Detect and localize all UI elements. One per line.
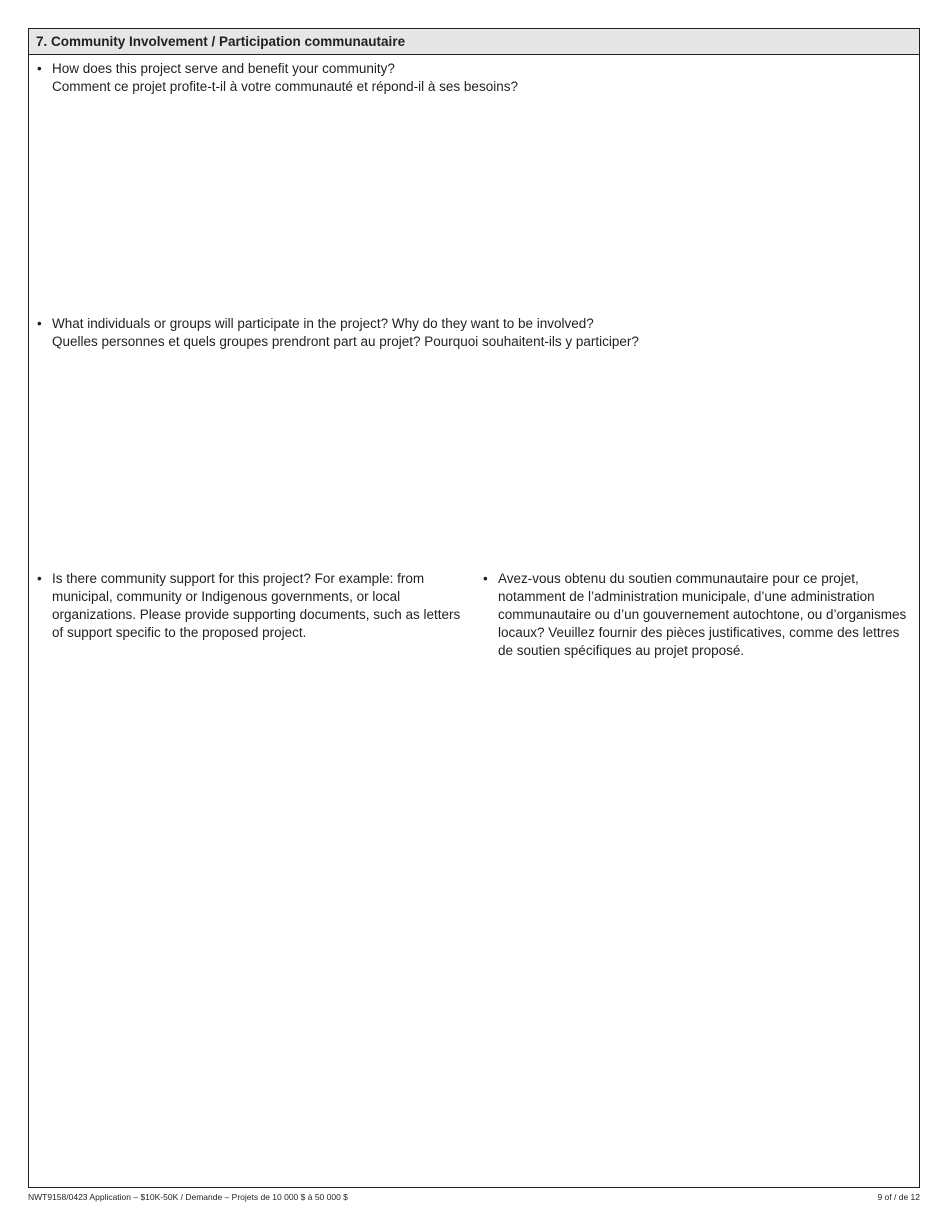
question-line-en: How does this project serve and benefit your community? (52, 61, 395, 76)
question-line-fr: Quelles personnes et quels groupes prendront part au projet? Pourquoi souhaitent-ils y participer? (52, 334, 639, 349)
question-line: organizations. Please provide supporting documents, such as letters (52, 607, 461, 622)
form-identifier: NWT9158/0423 Application – $10K-50K / Demande – Projets de 10 000 $ à 50 000 $ (28, 1192, 348, 1202)
question-participants (37, 315, 907, 351)
question-line: communautaire ou d’un gouvernement autochtone, ou d’organismes (498, 607, 907, 622)
question-line-fr: Comment ce projet profite-t-il à votre communauté et répond-il à ses besoins? (52, 79, 518, 94)
question-community-support-fr (483, 570, 913, 660)
answer-area-community-support[interactable] (30, 669, 918, 1169)
question-text (52, 315, 907, 351)
question-text (52, 60, 907, 96)
question-community-support-en (37, 570, 472, 642)
question-line-en: What individuals or groups will participate in the project? Why do they want to be involved? (52, 316, 594, 331)
question-line: de soutien spécifiques au projet proposé. (498, 643, 745, 658)
question-line: Is there community support for this project? For example: from (52, 571, 425, 586)
page-number: 9 of / de 12 (877, 1192, 920, 1202)
question-text (52, 570, 472, 642)
bullet: • (37, 61, 42, 76)
community-involvement-section (28, 28, 920, 1188)
question-line: locaux? Veuillez fournir des pièces justificatives, comme des lettres (498, 625, 900, 640)
question-line: notamment de l’administration municipale, d’une administration (498, 589, 875, 604)
question-line: municipal, community or Indigenous governments, or local (52, 589, 401, 604)
bullet: • (37, 571, 42, 586)
answer-area-community-benefit[interactable] (30, 99, 918, 309)
section-title: 7. Community Involvement / Participation communautaire (29, 29, 919, 55)
bullet: • (37, 316, 42, 331)
question-line: Avez-vous obtenu du soutien communautaire pour ce projet, (498, 571, 859, 586)
question-line: of support specific to the proposed project. (52, 625, 307, 640)
answer-area-participants[interactable] (30, 354, 918, 564)
question-text (498, 570, 913, 660)
question-community-benefit (37, 60, 907, 96)
bullet: • (483, 571, 488, 586)
